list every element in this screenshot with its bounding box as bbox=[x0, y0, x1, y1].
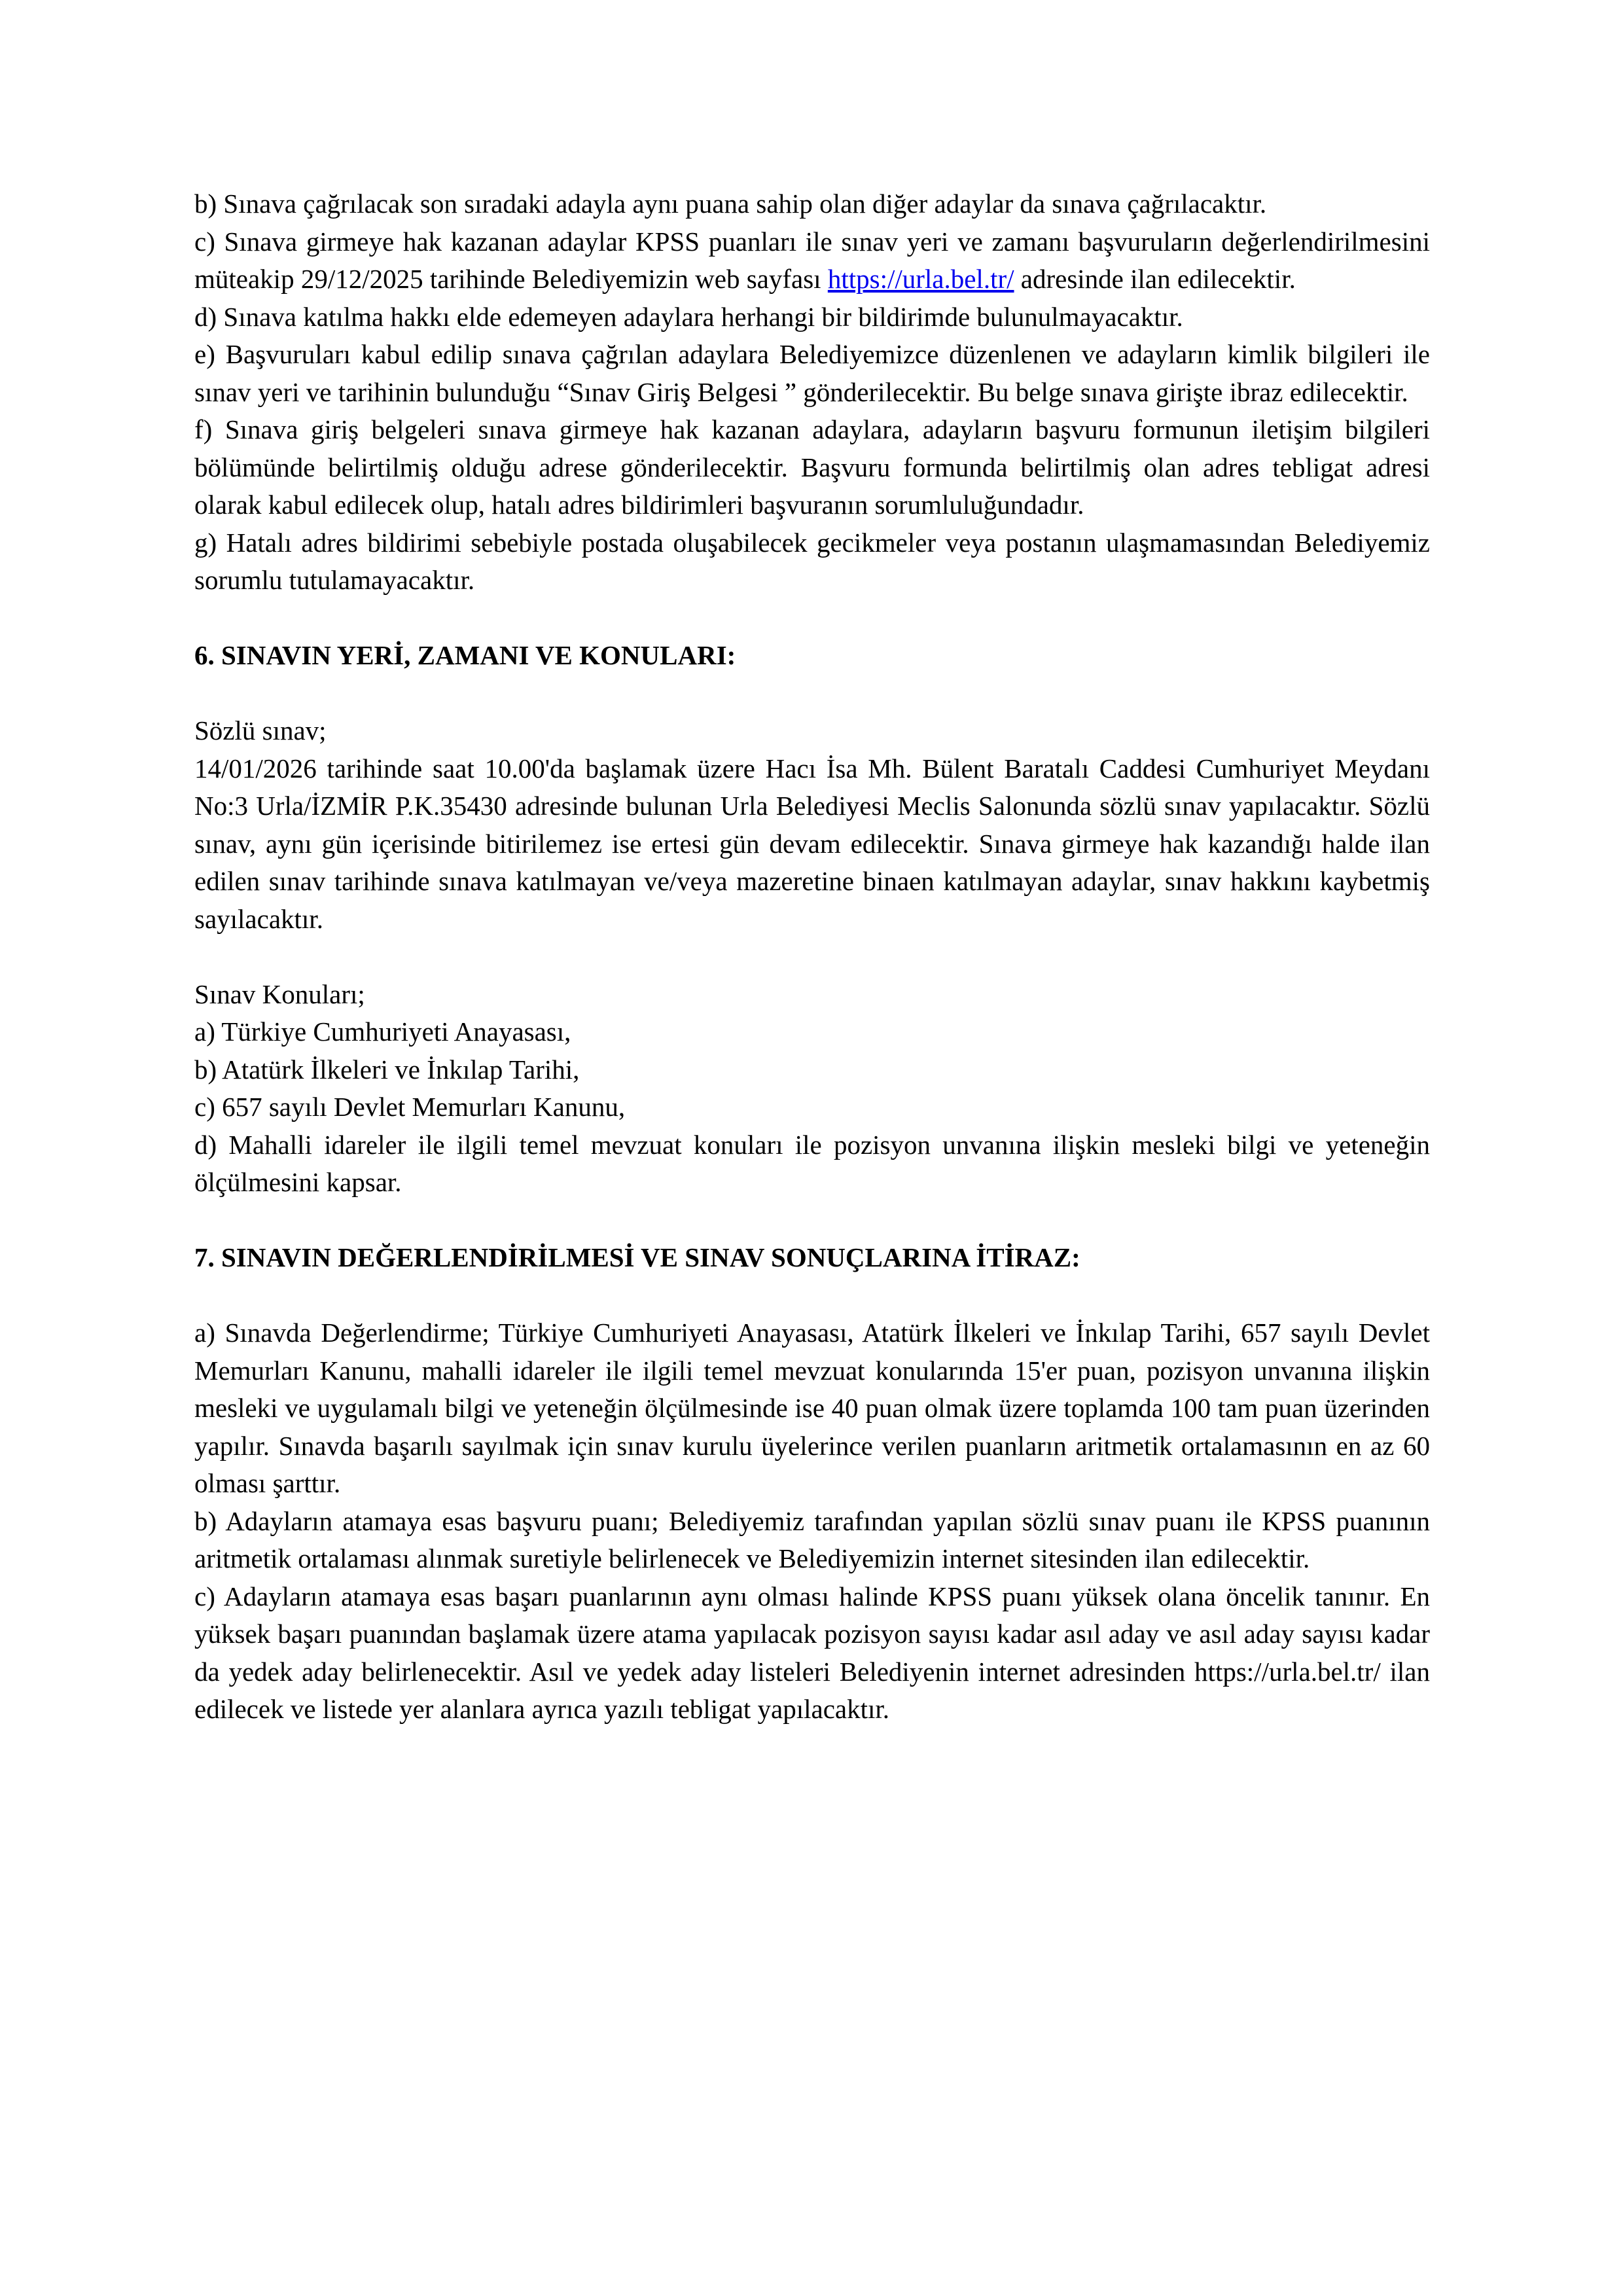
section-6-body: 14/01/2026 tarihinde saat 10.00'da başlamak üzere Hacı İsa Mh. Bülent Baratalı Caddesi Cumhuriyet Meydanı No:3 Urla/İZMİR P.K.35430 adresinde bulunan Urla Belediyesi Meclis Salonunda sözlü sınav yapılacaktır. Sözlü sınav, aynı gün içerisinde bitirilemez ise ertesi gün devam edilecektir. Sınava girmeye hak kazandığı halde ilan edilen sınav tarihinde sınava katılmayan ve/veya mazeretine binaen katılmayan adaylar, sınav hakkını kaybetmiş sayılacaktır. bbox=[194, 753, 1430, 934]
paragraph-f: f) Sınava giriş belgeleri sınava girmeye hak kazanan adaylara, adayların başvuru formunun iletişim bilgileri bölümünde belirtilmiş olduğu adrese gönderilecektir. Başvuru formunda belirtilmiş olan adres tebligat adresi olarak kabul edilecek olup, hatalı adres bildirimleri başvuranın sorumluluğundadır. bbox=[194, 414, 1430, 520]
urla-website-link[interactable]: https://urla.bel.tr/ bbox=[827, 264, 1014, 294]
section-6-heading: 6. SINAVIN YERİ, ZAMANI VE KONULARI: bbox=[194, 640, 736, 670]
paragraph-b: b) Sınava çağrılacak son sıradaki adayla aynı puana sahip olan diğer adaylar da sınava çağrılacaktır. bbox=[194, 188, 1267, 219]
paragraph-e: e) Başvuruları kabul edilip sınava çağrılan adaylara Belediyemizce düzenlenen ve adayların kimlik bilgileri ile sınav yeri ve tarihinin bulunduğu “Sınav Giriş Belgesi ” gönderilecektir. Bu belge sınava girişte ibraz edilecektir. bbox=[194, 339, 1430, 407]
section-7-paragraph-b: b) Adayların atamaya esas başvuru puanı; Belediyemiz tarafından yapılan sözlü sınav puanı ile KPSS puanının aritmetik ortalaması alınmak suretiyle belirlenecek ve Belediyemizin internet sitesinden ilan edilecektir. bbox=[194, 1505, 1430, 1573]
paragraph-c-text-after-link: adresinde ilan edilecektir. bbox=[1014, 264, 1296, 294]
section-7-paragraph-c: c) Adayların atamaya esas başarı puanlarının aynı olması halinde KPSS puanı yüksek olana öncelik tanınır. En yüksek başarı puanından başlamak üzere atama yapılacak pozisyon sayısı kadar asıl aday ve asıl aday sayısı kadar da yedek aday belirlenecektir. Asıl ve yedek aday listeleri Belediyenin internet adresinden https://urla.bel.tr/ ilan edilecek ve listede yer alanlara ayrıca yazılı tebligat yapılacaktır. bbox=[194, 1581, 1430, 1724]
paragraph-d: d) Sınava katılma hakkı elde edemeyen adaylara herhangi bir bildirimde bulunulmayacaktır. bbox=[194, 301, 1183, 332]
paragraph-c bbox=[194, 223, 1430, 298]
section-6-topics-label: Sınav Konuları; bbox=[194, 978, 365, 1009]
section-7-heading: 7. SINAVIN DEĞERLENDİRİLMESİ VE SINAV SONUÇLARINA İTİRAZ: bbox=[194, 1242, 1080, 1272]
spacer-after-section-6-heading bbox=[194, 675, 1430, 713]
section-7-paragraph-a: a) Sınavda Değerlendirme; Türkiye Cumhuriyeti Anayasası, Atatürk İlkeleri ve İnkılap Tarihi, 657 sayılı Devlet Memurları Kanunu, mahalli idareler ile ilgili temel mevzuat konularında 15'er puan, pozisyon unvanına ilişkin mesleki ve uygulamalı bilgi ve yeteneğin ölçülmesinde ise 40 puan olmak üzere toplamda 100 tam puan üzerinden yapılır. Sınavda başarılı sayılmak için sınav kurulu üyelerince verilen puanların aritmetik ortalamasının en az 60 olması şarttır. bbox=[194, 1318, 1430, 1498]
spacer-before-section-6 bbox=[194, 600, 1430, 637]
section-6-intro-label: Sözlü sınav; bbox=[194, 715, 327, 745]
paragraph-c-text-before-link: c) Sınava girmeye hak kazanan adaylar KPSS puanları ile sınav yeri ve zamanı başvuruların değerlendirilmesini müteakip 29/12/2025 tarihinde Belediyemizin web sayfası bbox=[194, 226, 1430, 294]
spacer-after-section-7-heading bbox=[194, 1277, 1430, 1315]
section-6-topic-c: c) 657 sayılı Devlet Memurları Kanunu, bbox=[194, 1092, 626, 1122]
section-6-topic-b: b) Atatürk İlkeleri ve İnkılap Tarihi, bbox=[194, 1054, 580, 1085]
document-body bbox=[194, 185, 1430, 1729]
spacer-before-topics bbox=[194, 938, 1430, 976]
spacer-before-section-7 bbox=[194, 1202, 1430, 1240]
section-6-topic-d: d) Mahalli idareler ile ilgili temel mevzuat konuları ile pozisyon unvanına ilişkin mesleki bilgi ve yeteneğin ölçülmesini kapsar. bbox=[194, 1129, 1430, 1197]
section-6-topic-a: a) Türkiye Cumhuriyeti Anayasası, bbox=[194, 1016, 571, 1047]
paragraph-g: g) Hatalı adres bildirimi sebebiyle postada oluşabilecek gecikmeler veya postanın ulaşmamasından Belediyemiz sorumlu tutulamayacaktır. bbox=[194, 527, 1430, 595]
